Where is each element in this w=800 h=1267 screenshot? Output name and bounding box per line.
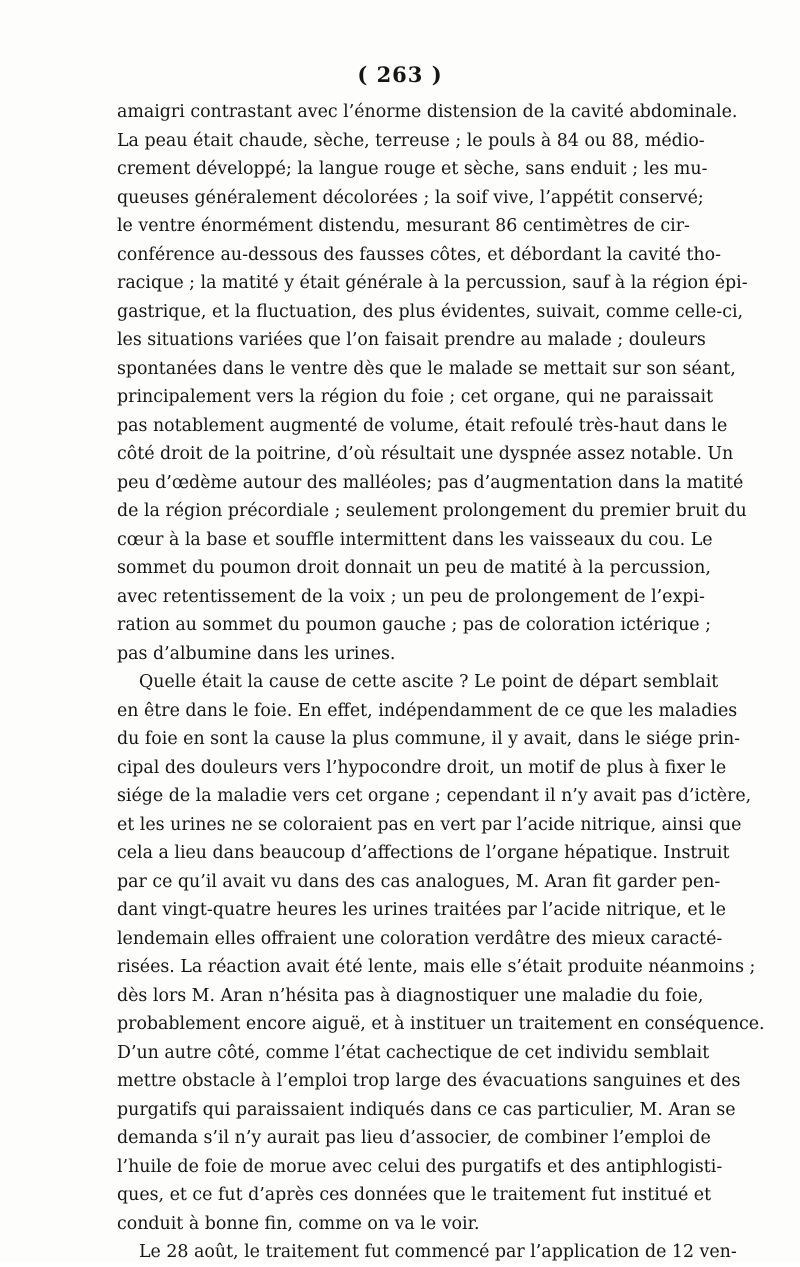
text-line: dant vingt-quatre heures les urines traitées par l’acide nitrique, et le bbox=[117, 900, 726, 920]
text-line: ques, et ce fut d’après ces données que le traitement fut institué et bbox=[117, 1185, 712, 1205]
text-line: cela a lieu dans beaucoup d’affections de l’organe hépatique. Instruit bbox=[117, 843, 730, 863]
text-line: demanda s’il n’y aurait pas lieu d’associer, de combiner l’emploi de bbox=[117, 1128, 711, 1148]
text-line: par ce qu’il avait vu dans des cas analogues, M. Aran fit garder pen- bbox=[117, 871, 721, 892]
paragraph bbox=[117, 98, 748, 668]
text-line: siége de la maladie vers cet organe ; cependant il n’y avait pas d’ictère, bbox=[117, 786, 752, 806]
text-line: cœur à la base et souffle intermittent dans les vaisseaux du cou. Le bbox=[117, 529, 713, 550]
text-line: gastrique, et la fluctuation, des plus évidentes, suivait, comme celle-ci, bbox=[117, 301, 744, 322]
text-line: purgatifs qui paraissaient indiqués dans ce cas particulier, M. Aran se bbox=[117, 1099, 736, 1120]
text-line: cipal des douleurs vers l’hypocondre droit, un motif de plus à fixer le bbox=[117, 757, 727, 778]
text-line: La peau était chaude, sèche, terreuse ; le pouls à 84 ou 88, médio- bbox=[117, 130, 705, 151]
text-line: avec retentissement de la voix ; un peu de prolongement de l’expi- bbox=[117, 586, 705, 607]
text-line: D’un autre côté, comme l’état cachectique de cet individu semblait bbox=[117, 1042, 710, 1063]
text-line: de la région précordiale ; seulement prolongement du premier bruit du bbox=[117, 501, 747, 521]
text-line: risées. La réaction avait été lente, mais elle s’était produite néanmoins ; bbox=[117, 957, 756, 977]
text-line: conduit à bonne fin, comme on va le voir. bbox=[117, 1213, 480, 1234]
text-line: probablement encore aiguë, et à instituer un traitement en conséquence. bbox=[117, 1014, 765, 1034]
text-line: le ventre énormément distendu, mesurant 86 centimètres de cir- bbox=[117, 216, 690, 236]
paragraph bbox=[117, 668, 765, 1238]
text-line: Quelle était la cause de cette ascite ? Le point de départ semblait bbox=[139, 672, 719, 692]
text-line: côté droit de la poitrine, d’où résultait une dyspnée assez notable. Un bbox=[117, 444, 734, 464]
text-line: queuses généralement décolorées ; la soif vive, l’appétit conservé; bbox=[117, 187, 704, 208]
text-line: amaigri contrastant avec l’énorme distension de la cavité abdominale. bbox=[117, 102, 738, 122]
text-line: pas notablement augmenté de volume, était refoulé très-haut dans le bbox=[117, 415, 728, 436]
text-line: ration au sommet du poumon gauche ; pas de coloration ictérique ; bbox=[117, 615, 711, 635]
paragraph bbox=[117, 1238, 737, 1267]
text-line: sommet du poumon droit donnait un peu de matité à la percussion, bbox=[117, 558, 711, 578]
text-line: Le 28 août, le traitement fut commencé par l’application de 12 ven- bbox=[139, 1242, 737, 1262]
text-line: et les urines ne se coloraient pas en vert par l’acide nitrique, ainsi que bbox=[117, 814, 742, 835]
text-line: peu d’œdème autour des malléoles; pas d’augmentation dans la matité bbox=[117, 472, 744, 493]
text-line: mettre obstacle à l’emploi trop large des évacuations sanguines et des bbox=[117, 1071, 741, 1091]
text-line: du foie en sont la cause la plus commune, il y avait, dans le siége prin- bbox=[117, 729, 741, 749]
page-number: ( 263 ) bbox=[357, 62, 443, 87]
text-line: pas d’albumine dans les urines. bbox=[117, 643, 396, 664]
text-line: conférence au-dessous des fausses côtes, et débordant la cavité tho- bbox=[117, 244, 721, 265]
body-text bbox=[117, 98, 765, 1267]
text-line: en être dans le foie. En effet, indépendamment de ce que les maladies bbox=[117, 700, 738, 721]
text-line: crement développé; la langue rouge et sèche, sans enduit ; les mu- bbox=[117, 159, 708, 179]
text-line: spontanées dans le ventre dès que le malade se mettait sur son séant, bbox=[117, 358, 736, 379]
text-line: l’huile de foie de morue avec celui des purgatifs et des antiphlogisti- bbox=[117, 1156, 723, 1177]
text-line: principalement vers la région du foie ; cet organe, qui ne paraissait bbox=[117, 387, 714, 407]
text-line: racique ; la matité y était générale à la percussion, sauf à la région épi- bbox=[117, 273, 748, 293]
text-line: dès lors M. Aran n’hésita pas à diagnostiquer une maladie du foie, bbox=[117, 985, 704, 1006]
text-line: les situations variées que l’on faisait prendre au malade ; douleurs bbox=[117, 330, 706, 350]
text-line: lendemain elles offraient une coloration verdâtre des mieux caracté- bbox=[117, 928, 723, 949]
